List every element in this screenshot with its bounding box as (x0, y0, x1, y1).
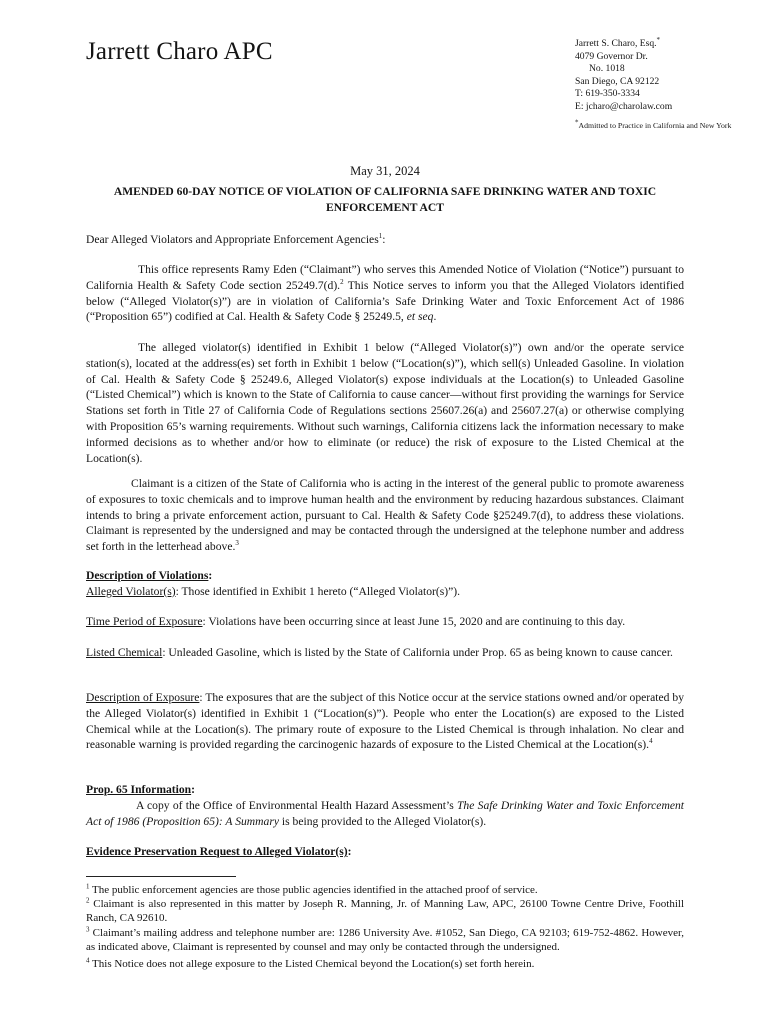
letterhead-contact (575, 35, 755, 114)
city-state-zip: San Diego, CA 92122 (575, 75, 660, 87)
salutation: Dear Alleged Violators and Appropriate Enforcement Agencies$^1$: (86, 232, 386, 246)
footnote-ref-4: 4 (649, 737, 653, 746)
footnote-1: $^1$ The public enforcement agencies are those public agencies identified in the attached proof of service. (86, 882, 538, 896)
street-address: 4079 Governor Dr. (575, 50, 648, 62)
phone-number: T: 619-350-3334 (575, 88, 640, 100)
footnote-ref-1: 1 (378, 232, 383, 241)
footnote-divider (86, 876, 236, 877)
prop65-heading: Prop. 65 Information (86, 783, 192, 796)
violations-heading: Description of Violations (86, 569, 209, 582)
listed-chemical-item: Listed Chemical: Unleaded Gasoline, which is listed by the State of California under Prop. 65 as being known to cause cancer. (86, 646, 673, 659)
time-period-item: Time Period of Exposure: Violations have been occurring since at least June 15, 2020 and are continuing to this day. (86, 615, 626, 628)
footnote-ref-2: 2 (340, 277, 344, 286)
attorney-name: Jarrett S. Charo, Esq.* (575, 35, 661, 49)
footnote-3: $^3$ Claimant’s mailing address and telephone number are: 1286 University Ave. #1052, San Diego, CA 92103; 619-752-4862. However, as indicated above, Claimant is represented by counsel and may only be contacted through the undersigned. (86, 925, 684, 954)
firm-name: Jarrett Charo APC (86, 38, 273, 65)
prop65-summary-title: The Safe Drinking Water and Toxic Enforcement Act of 1986 (Proposition 65): A Summary (86, 798, 684, 828)
footnote-2: $^2$ Claimant is also represented in this matter by Joseph R. Manning, Jr. of Manning Law, APC, 26100 Towne Centre Drive, Foothill Ranch, CA 92610. (86, 896, 684, 925)
evidence-section: Evidence Preservation Request to Alleged Violator(s): (86, 845, 352, 858)
footnote-4: $^4$ This Notice does not allege exposure to the Listed Chemical beyond the Location(s) set forth herein. (86, 956, 535, 970)
notice-title: AMENDED 60-DAY NOTICE OF VIOLATION OF CALIFORNIA SAFE DRINKING WATER AND TOXIC ENFORCEMENT ACT (113, 185, 657, 214)
evidence-heading: Evidence Preservation Request to Alleged Violator(s) (86, 845, 348, 858)
violations-section: Description of Violations: Alleged Violator(s): Those identified in Exhibit 1 hereto (“Alleged Violator(s)”). (86, 569, 461, 598)
admission-marker: * (656, 35, 661, 44)
admission-note: *Admitted to Practice in California and New York (575, 118, 732, 130)
paragraph-representation: This office represents Ramy Eden (“Claimant”) who serves this Amended Notice of Violation (“Notice”) pursuant to California Health & Safety Code section 25249.7(d).$^2$ This Notice serves to inform you that the Alleged Violators identified below (“Alleged Violator(s)”) are in violation of California’s Safe Drinking Water and Toxic Enforcement Act of 1986 (“Proposition 65”) codified at Cal. Health & Safety Code § 25249.5, et seq. (86, 263, 684, 324)
email-address: E: jcharo@charolaw.com (575, 100, 673, 112)
unit-number: No. 1018 (589, 63, 625, 75)
footnote-ref-3: 3 (235, 539, 239, 548)
paragraph-claimant: Claimant is a citizen of the State of California who is acting in the interest of the general public to promote awareness of exposures to toxic chemicals and to improve human health and the environment by reducing hazardous substances. Claimant intends to bring a private enforcement action, pursuant to Cal. Health & Safety Code §25249.7(d), to address these violations. Claimant is represented by the undersigned and may be contacted through the undersigned at the telephone number and address set forth in the letterhead above.$^3$ (86, 477, 684, 554)
exposure-description-item: Description of Exposure: The exposures that are the subject of this Notice occur at the service stations owned and/or operated by the Alleged Violator(s) identified in Exhibit 1 (“Location(s)”). People who enter the Location(s) are exposed to the Listed Chemical while at the Location(s). The primary route of exposure to the Listed Chemical is through inhalation. No clear and reasonable warning is provided regarding the carcinogenic hazards of exposure to the Listed Chemical at the Location(s).$^4$ (86, 691, 684, 752)
paragraph-alleged-violation: The alleged violator(s) identified in Exhibit 1 below (“Alleged Violator(s)”) own and/or the operate service station(s), located at the address(es) set forth in Exhibit 1 below (“Location(s)”), which sell(s) Unleaded Gasoline. In violation of Cal. Health & Safety Code § 25249.6, Alleged Violator(s) expose individuals at the Location(s) to Unleaded Gasoline (“Listed Chemical”) which is known to the State of California to cause cancer—without first providing the warnings for Service Stations set forth in Title 27 of California Code of Regulations sections 25607.26(a) and 25607.27(a) or otherwise complying with Proposition 65’s warning requirements. Without such warnings, California citizens lack the information necessary to make informed decisions as to whether and/or how to eliminate (or reduce) the risk of exposure to the Listed Chemical at the Location(s). (86, 341, 684, 465)
prop65-section: Prop. 65 Information: A copy of the Office of Environmental Health Hazard Assessment’s The Safe Drinking Water and Toxic Enforcement Act of 1986 (Proposition 65): A Summary is being provided to the Alleged Violator(s). (86, 783, 684, 828)
alleged-violators-label: Alleged Violator(s) (86, 584, 176, 598)
letter-date: May 31, 2024 (350, 164, 420, 178)
